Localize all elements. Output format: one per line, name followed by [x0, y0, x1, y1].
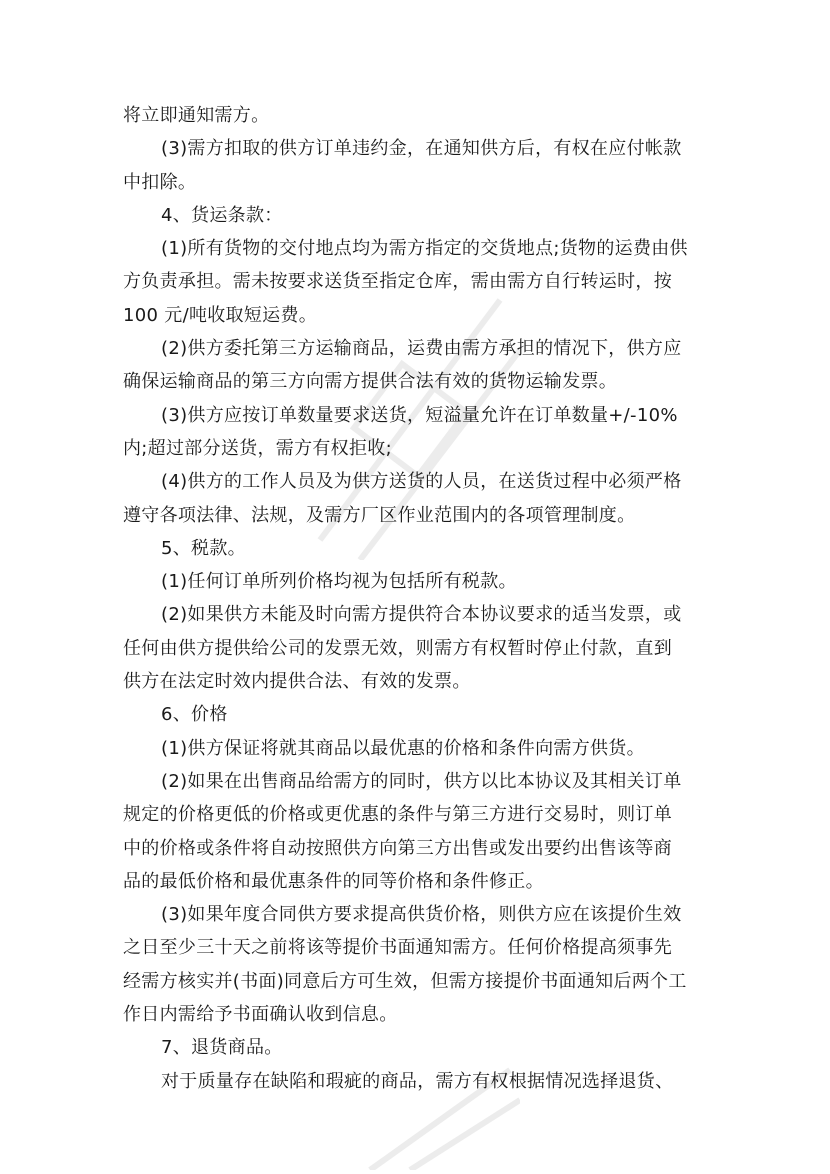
text-line: (1)任何订单所列价格均视为包括所有税款。	[161, 571, 517, 593]
text-line: 任何由供方提供给公司的发票无效，则需方有权暂时停止付款，直到	[123, 637, 672, 659]
text-line: 规定的价格更低的价格或更优惠的条件与第三方进行交易时，则订单	[123, 804, 672, 826]
section-heading: 6、价格	[161, 704, 228, 726]
text-line: 对于质量存在缺陷和瑕疵的商品，需方有权根据情况选择退货、	[161, 1070, 674, 1092]
text-line: 遵守各项法律、法规，及需方厂区作业范围内的各项管理制度。	[123, 504, 636, 526]
text-line: 内;超过部分送货，需方有权拒收;	[123, 437, 392, 459]
text-line: 之日至少三十天之前将该等提价书面通知需方。任何价格提高须事先	[123, 937, 672, 959]
text-line: (2)如果在出售商品给需方的同时，供方以比本协议及其相关订单	[161, 770, 682, 792]
text-line: 将立即通知需方。	[123, 105, 270, 126]
text-line: (2)如果供方未能及时向需方提供符合本协议要求的适当发票，或	[161, 604, 682, 626]
document-body	[123, 99, 709, 1098]
section-heading: 7、退货商品。	[161, 1037, 283, 1059]
text-line: 中扣除。	[123, 171, 197, 193]
text-line: 作日内需给予书面确认收到信息。	[123, 1004, 398, 1026]
text-line: (3)供方应按订单数量要求送货，短溢量允许在订单数量+/-10%	[161, 404, 678, 426]
text-line: (3)需方扣取的供方订单违约金，在通知供方后，有权在应付帐款	[161, 138, 682, 160]
text-line: (1)供方保证将就其商品以最优惠的价格和条件向需方供货。	[161, 737, 645, 759]
text-line: 方负责承担。需未按要求送货至指定仓库，需由需方自行转运时，按	[123, 271, 672, 293]
text-line: (3)如果年度合同供方要求提高供货价格，则供方应在该提价生效	[161, 904, 682, 926]
text-line: 中的价格或条件将自动按照供方向第三方出售或发出要约出售该等商	[123, 837, 672, 859]
text-line: (1)所有货物的交付地点均为需方指定的交货地点;货物的运费由供	[161, 238, 688, 260]
text-line: 经需方核实并(书面)同意后方可生效，但需方接提价书面通知后两个工	[123, 970, 687, 992]
text-line: 供方在法定时效内提供合法、有效的发票。	[123, 671, 471, 693]
text-line: 确保运输商品的第三方向需方提供合法有效的货物运输发票。	[123, 371, 618, 393]
section-heading: 4、货运条款：	[161, 204, 283, 226]
text-line: (2)供方委托第三方运输商品，运费由需方承担的情况下，供方应	[161, 338, 682, 360]
text-line: (4)供方的工作人员及为供方送货的人员，在送货过程中必须严格	[161, 471, 682, 493]
section-heading: 5、税款。	[161, 537, 246, 559]
text-line: 100 元/吨收取短运费。	[123, 304, 318, 326]
text-line: 品的最低价格和最优惠条件的同等价格和条件修正。	[123, 870, 544, 892]
